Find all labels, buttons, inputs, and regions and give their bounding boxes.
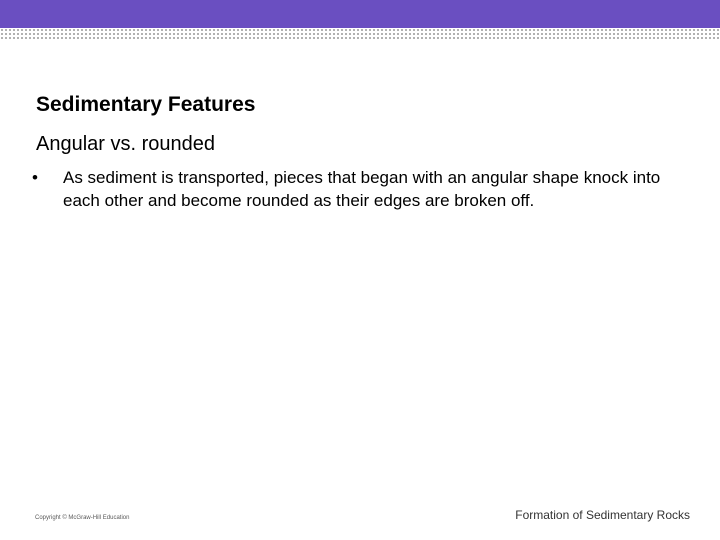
dotted-divider (0, 28, 720, 40)
header-bar (0, 0, 720, 28)
bullet-text: As sediment is transported, pieces that began with an angular shape knock into each other and become rounded as their edges are broken off. (63, 168, 661, 210)
footer-title: Formation of Sedimentary Rocks (515, 508, 690, 522)
copyright-notice: Copyright © McGraw-Hill Education (35, 515, 130, 521)
slide-subtitle: Angular vs. rounded (36, 133, 216, 155)
bullet-item (30, 166, 690, 212)
slide-title: Sedimentary Features (36, 93, 256, 116)
bullet-icon: • (32, 168, 38, 187)
bullet-list (30, 166, 690, 212)
